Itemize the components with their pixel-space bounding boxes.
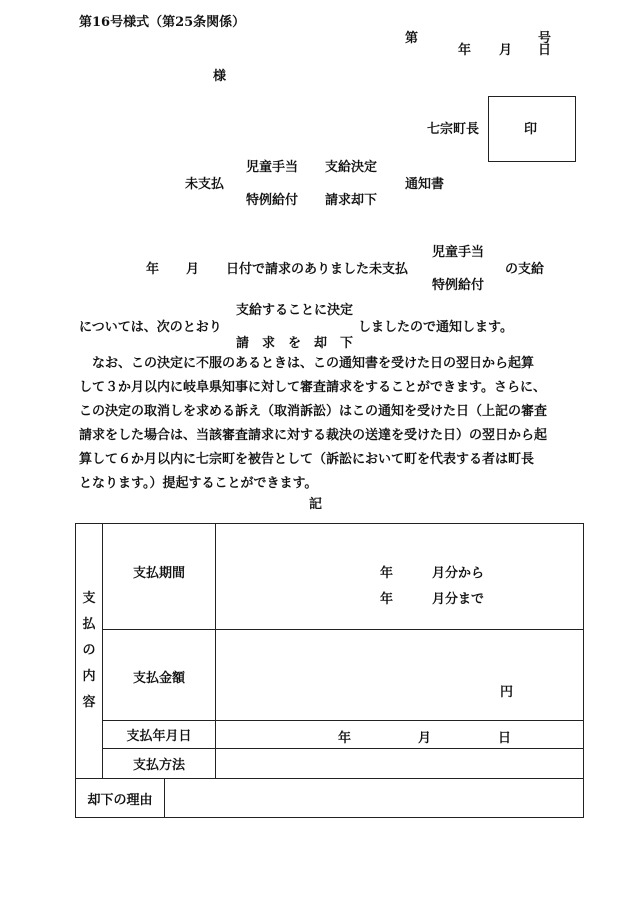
rejection-reason-label: 却下の理由 bbox=[76, 779, 165, 818]
payment-period-value[interactable] bbox=[216, 524, 584, 630]
appeal-notice bbox=[79, 352, 557, 496]
heading-option-rejection: 請求却下 bbox=[325, 193, 378, 208]
issue-date-day: 日 bbox=[538, 43, 552, 58]
document-number-suffix: 号 bbox=[538, 31, 552, 46]
body-option-child-allowance: 児童手当 bbox=[432, 245, 485, 260]
amount-unit: 円 bbox=[500, 685, 514, 700]
body-request-text: 日付で請求のありました未支払 bbox=[226, 262, 409, 277]
payment-period-label: 支払期間 bbox=[133, 566, 186, 581]
heading-prefix: 未支払 bbox=[185, 177, 225, 192]
payment-amount-label: 支払金額 bbox=[133, 671, 186, 686]
payment-method-label: 支払方法 bbox=[103, 749, 216, 779]
appeal-notice-line: して３か月以内に岐阜県知事に対して審査請求をすることができます。さらに、 bbox=[79, 380, 546, 395]
pay-date-month: 月 bbox=[418, 731, 432, 746]
group-label-char: 支 bbox=[82, 591, 96, 606]
pay-date-year: 年 bbox=[338, 731, 352, 746]
issuer-title: 七宗町長 bbox=[427, 122, 480, 137]
payment-details-table bbox=[75, 523, 584, 818]
payment-content-group-label bbox=[76, 524, 103, 779]
issue-date-month: 月 bbox=[499, 43, 513, 58]
body-option-decision: 支給することに決定 bbox=[236, 303, 354, 318]
form-number: 第16号様式（第25条関係） bbox=[79, 15, 246, 30]
body-option-rejection: 請 求 を 却 下 bbox=[236, 336, 354, 351]
body-year: 年 bbox=[146, 262, 160, 277]
group-label-char: 払 bbox=[82, 617, 96, 632]
ki-marker: 記 bbox=[309, 497, 323, 512]
heading-option-special-benefit: 特例給付 bbox=[246, 193, 299, 208]
payment-date-label: 支払年月日 bbox=[103, 721, 216, 749]
seal-label: 印 bbox=[524, 122, 538, 137]
body-month: 月 bbox=[186, 262, 200, 277]
appeal-notice-line: 算して６か月以内に七宗町を被告として（訴訟において町を代表する者は町長 bbox=[79, 452, 535, 467]
group-label-char: 内 bbox=[82, 669, 96, 684]
group-label-char: の bbox=[82, 643, 96, 658]
heading-option-decision: 支給決定 bbox=[325, 160, 378, 175]
heading-suffix: 通知書 bbox=[405, 177, 445, 192]
document-number-prefix: 第 bbox=[405, 31, 419, 46]
pay-date-day: 日 bbox=[498, 731, 512, 746]
appeal-notice-line: この決定の取消しを求める訴え（取消訴訟）はこの通知を受けた日（上記の審査 bbox=[79, 404, 548, 419]
period-to: 年 月分まで bbox=[380, 592, 485, 607]
heading-option-child-allowance: 児童手当 bbox=[246, 160, 299, 175]
body-as-follows: については、次のとおり bbox=[79, 320, 222, 335]
body-notify-text: しましたので通知します。 bbox=[358, 320, 513, 335]
appeal-notice-line: 請求をした場合は、当該審査請求に対する裁決の送達を受けた日）の翌日から起 bbox=[79, 428, 548, 443]
period-from: 年 月分から bbox=[380, 566, 485, 581]
issue-date-year: 年 bbox=[458, 43, 472, 58]
payment-date-value[interactable] bbox=[216, 721, 584, 749]
body-payment-text: の支給 bbox=[505, 262, 545, 277]
body-option-special-benefit: 特例給付 bbox=[432, 278, 485, 293]
payment-amount-value[interactable] bbox=[216, 630, 584, 721]
group-label-char: 容 bbox=[82, 695, 96, 710]
appeal-notice-line: なお、この決定に不服のあるときは、この通知書を受けた日の翌日から起算 bbox=[79, 356, 535, 371]
payment-method-value[interactable] bbox=[216, 749, 584, 779]
addressee-suffix: 様 bbox=[213, 69, 227, 84]
rejection-reason-value[interactable] bbox=[165, 779, 584, 818]
appeal-notice-line: となります。）提起することができます。 bbox=[79, 476, 318, 491]
